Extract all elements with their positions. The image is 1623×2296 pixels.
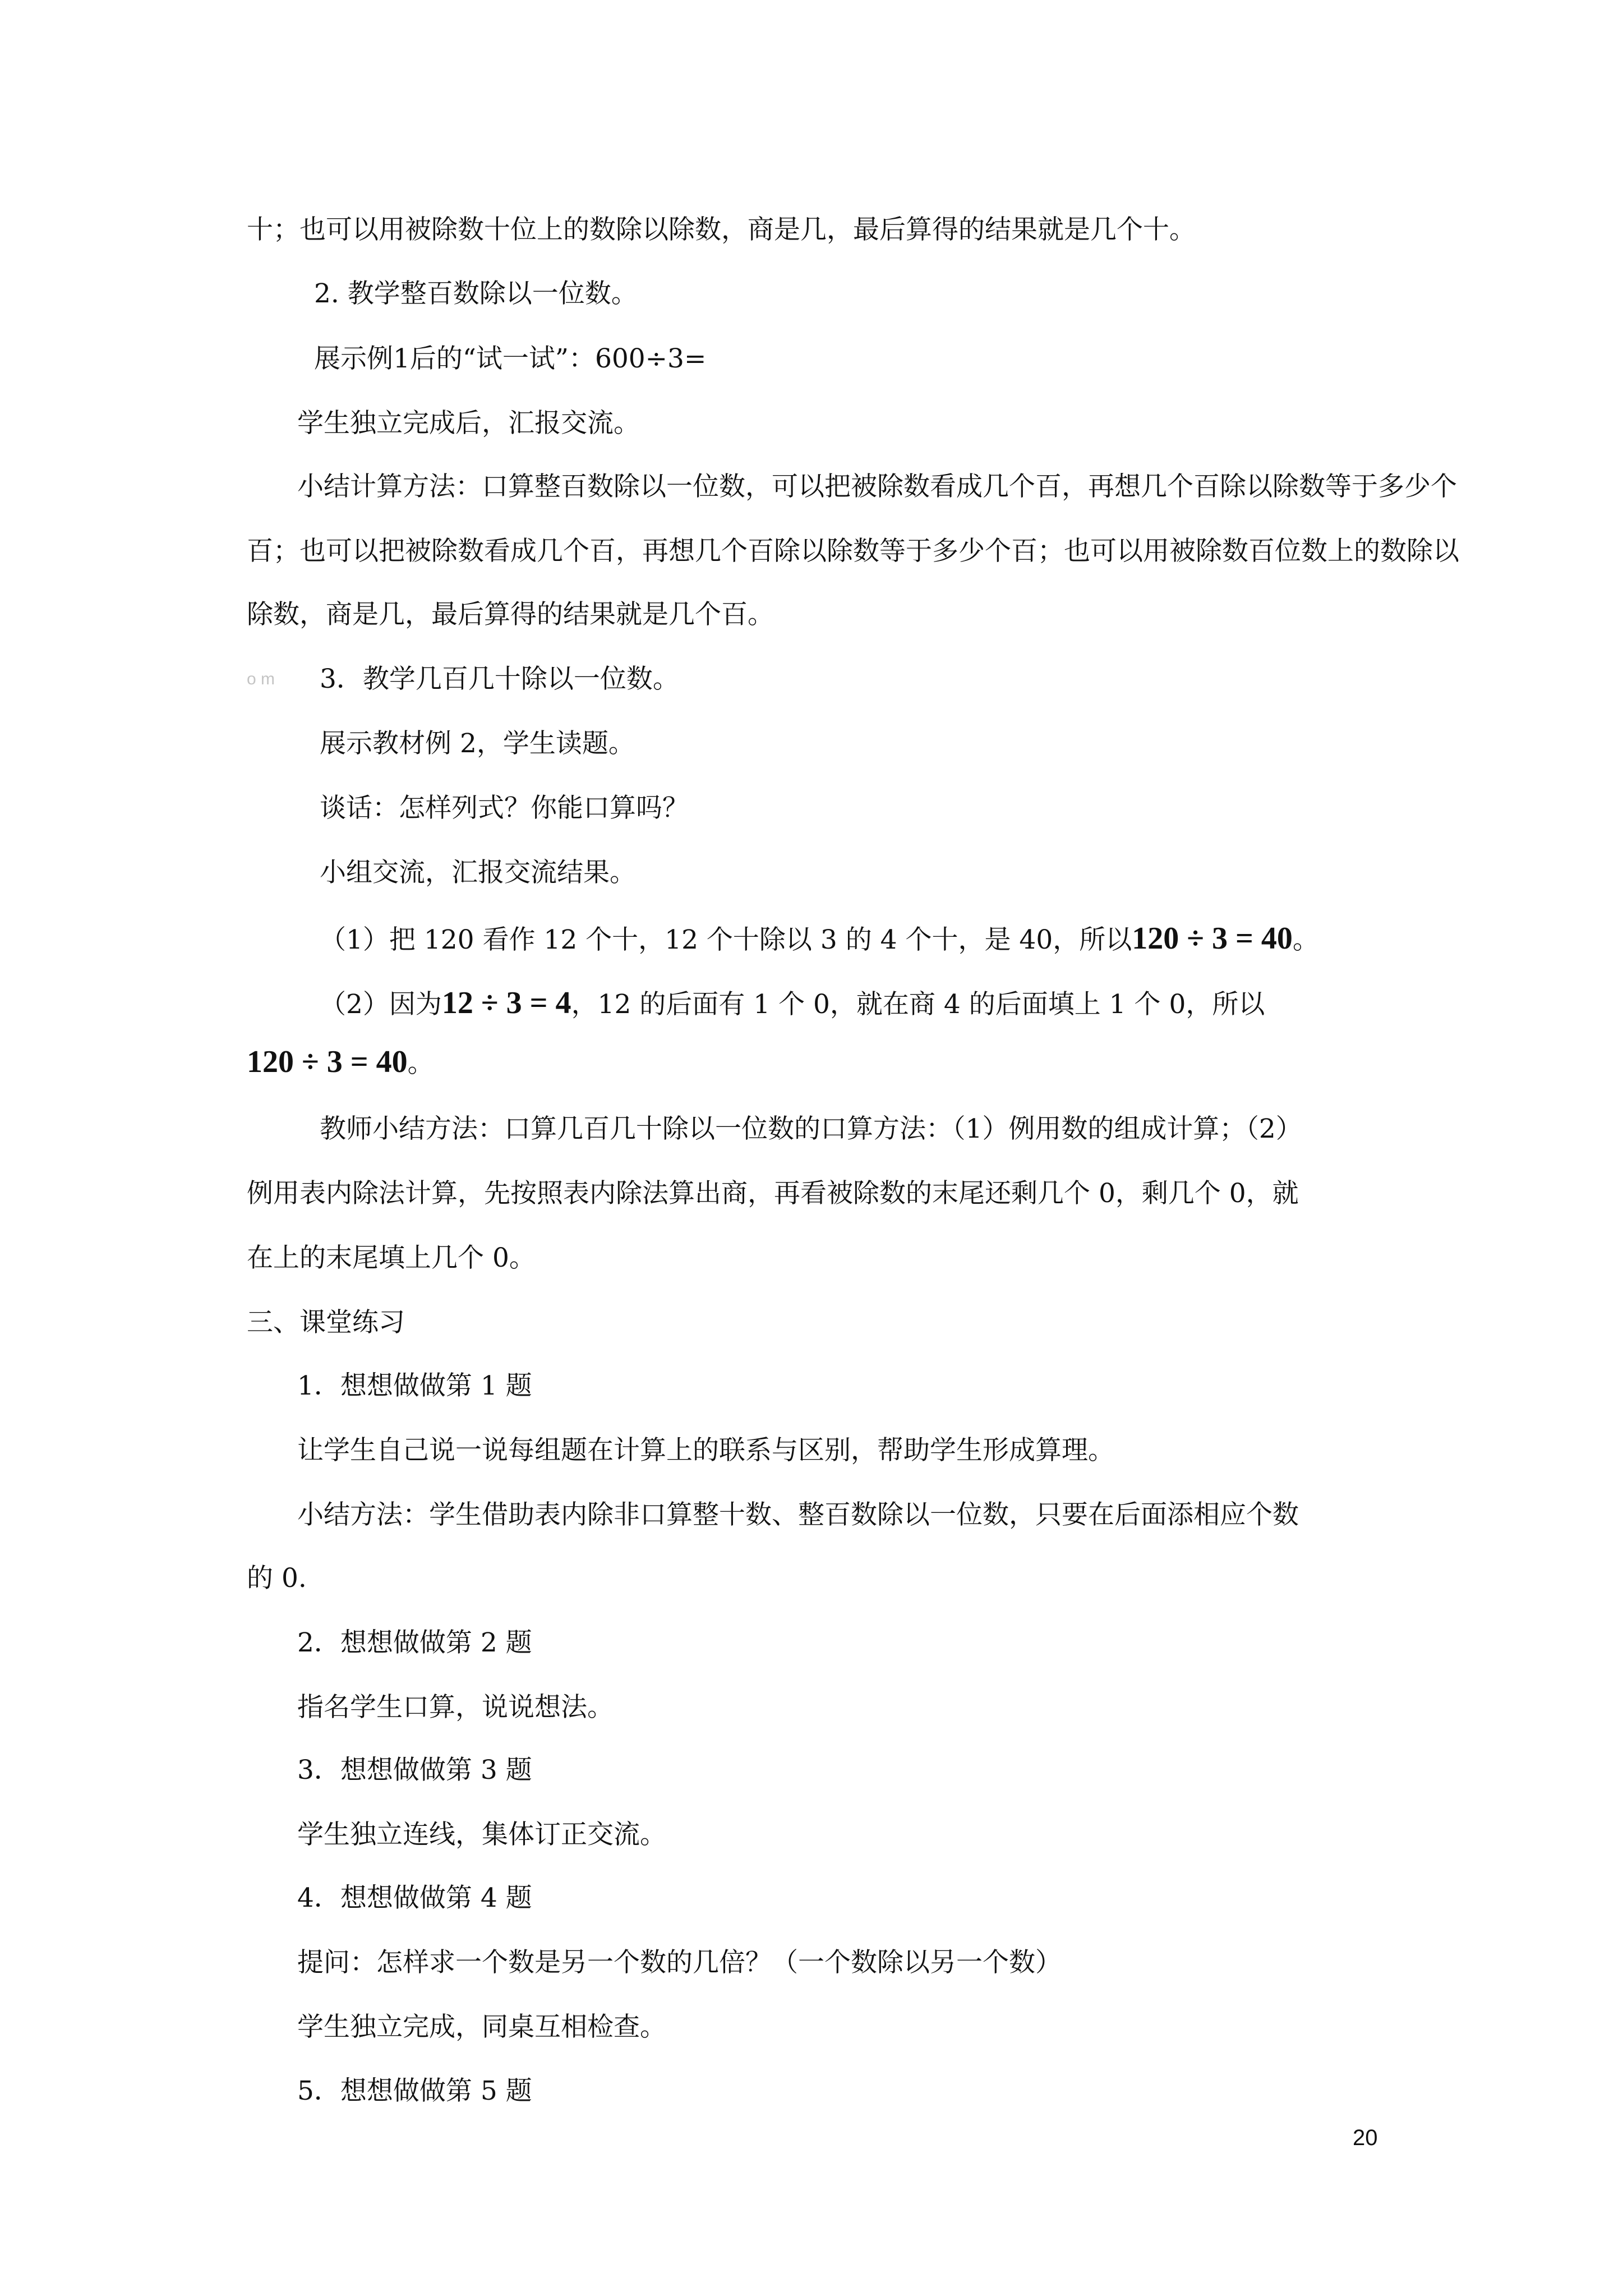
text-line: 展示例1后的“试一试”：600÷3= (314, 343, 707, 374)
math-expression: 120 ÷ 3 = 40 (247, 1045, 408, 1079)
text-line: 在上的末尾填上几个 0。 (247, 1243, 536, 1273)
text-line: 学生独立完成后，汇报交流。 (297, 408, 640, 439)
text-line: 教师小结方法：口算几百几十除以一位数的口算方法：（1）例用数的组成计算；（2） (320, 1114, 1302, 1144)
math-expression: 120 ÷ 3 = 40 (1132, 921, 1293, 956)
text-line (247, 1043, 434, 1081)
text-line: 小组交流，汇报交流结果。 (320, 857, 636, 888)
text-line: 2. 教学整百数除以一位数。 (314, 278, 638, 309)
text-line: 小结方法：学生借助表内除非口算整十数、整百数除以一位数，只要在后面添相应个数 (297, 1499, 1299, 1530)
text-line: 展示教材例 2，学生读题。 (320, 728, 635, 759)
text-line: 4．想想做做第 4 题 (297, 1883, 532, 1913)
text-run: 。 (1292, 924, 1319, 955)
text-line: 百；也可以把被除数看成几个百，再想几个百除以除数等于多少个百；也可以用被除数百位数上的数除以 (247, 536, 1459, 567)
text-line: 谈话：怎样列式？你能口算吗？ (320, 793, 689, 823)
text-line: 让学生自己说一说每组题在计算上的联系与区别，帮助学生形成算理。 (297, 1435, 1114, 1466)
text-run: （1）把 120 看作 12 个十，12 个十除以 3 的 4 个十，是 40，所以 (320, 924, 1132, 955)
margin-mark: o m (247, 670, 275, 688)
text-line: 5．想想做做第 5 题 (297, 2076, 532, 2106)
text-line: 提问：怎样求一个数是另一个数的几倍？（一个数除以另一个数） (297, 1947, 1062, 1978)
text-line (320, 920, 1319, 958)
text-line: 小结计算方法：口算整百数除以一位数，可以把被除数看成几个百，再想几个百除以除数等于多少个 (297, 471, 1457, 502)
text-line: 的 0. (247, 1563, 307, 1594)
text-line: 学生独立连线，集体订正交流。 (297, 1819, 666, 1850)
text-line: 1．想想做做第 1 题 (297, 1370, 532, 1401)
section-heading: 3．教学几百几十除以一位数。 (320, 664, 679, 694)
text-line: 指名学生口算，说说想法。 (297, 1692, 614, 1723)
text-line: 学生独立完成，同桌互相检查。 (297, 2012, 666, 2042)
text-run: ，12 的后面有 1 个 0，就在商 4 的后面填上 1 个 0，所以 (571, 989, 1265, 1020)
section-heading: 三、课堂练习 (247, 1307, 405, 1338)
text-line: 除数，商是几，最后算得的结果就是几个百。 (247, 599, 774, 630)
text-line: 2．想想做做第 2 题 (297, 1627, 532, 1658)
text-line: 3．想想做做第 3 题 (297, 1755, 532, 1786)
text-run: （2）因为 (320, 989, 442, 1020)
text-line: 十；也可以用被除数十位上的数除以除数，商是几，最后算得的结果就是几个十。 (247, 214, 1196, 245)
text-line: 例用表内除法计算，先按照表内除法算出商，再看被除数的末尾还剩几个 0，剩几个 0，就 (247, 1178, 1299, 1209)
text-run: 。 (407, 1048, 434, 1079)
text-line (320, 984, 1265, 1022)
page-number: 20 (1353, 2125, 1378, 2150)
math-expression: 12 ÷ 3 = 4 (441, 986, 571, 1020)
